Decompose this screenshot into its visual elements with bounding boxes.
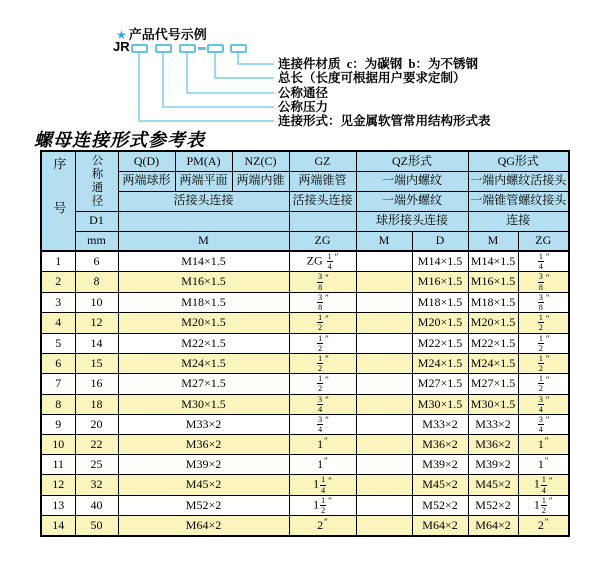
cell-dn: 16 — [75, 374, 118, 394]
cell-qg-zg: $\frac{3}{8}$ ″ — [518, 272, 569, 292]
cell-qg-m: M39×2 — [468, 455, 518, 475]
cell-qg-m: M30×1.5 — [468, 394, 518, 414]
cell-gz-zg: 2″ — [289, 516, 356, 536]
cell-qg-zg: $\frac{3}{4}$ ″ — [518, 415, 569, 435]
header-nominal-diameter: 公称通径 — [75, 151, 118, 211]
cell-dn: 32 — [75, 475, 118, 495]
cell-qg-m: M33×2 — [468, 415, 518, 435]
cell-gz-zg: ZG $\frac{1}{4}$ ″ — [289, 251, 356, 272]
header-gz-unit: ZG — [289, 231, 356, 251]
cell-gz-zg: $\frac{3}{4}$ ″ — [289, 415, 356, 435]
cell-qg-zg: 1 $\frac{1}{2}$ ″ — [518, 495, 569, 515]
cell-gz-zg: 1″ — [289, 435, 356, 455]
cell-qg-m: M18×1.5 — [468, 292, 518, 312]
cell-qz-m — [356, 516, 412, 536]
cell-seq: 5 — [41, 333, 75, 353]
cell-dn: 8 — [75, 272, 118, 292]
cell-qz-d: M16×1.5 — [412, 272, 468, 292]
code-box-1 — [131, 44, 148, 53]
label-connection-form: 连接形式：见金属软管常用结构形式表 — [278, 114, 491, 128]
cell-dn: 12 — [75, 313, 118, 333]
cell-qz-m — [356, 374, 412, 394]
cell-dn: 22 — [75, 435, 118, 455]
cell-seq: 2 — [41, 272, 75, 292]
header-qg-unit-m: M — [468, 231, 518, 251]
cell-qg-m: M16×1.5 — [468, 272, 518, 292]
table-row — [41, 374, 569, 394]
label-connector-material: 连接件材质 c：为碳钢 b：为不锈钢 — [278, 57, 479, 71]
cell-qz-m — [356, 475, 412, 495]
cell-m: M18×1.5 — [118, 292, 289, 312]
header-q-desc: 两端球形 — [118, 171, 175, 191]
table-row — [41, 272, 569, 292]
header-seq: 序号 — [41, 151, 75, 251]
code-box-3 — [179, 44, 196, 53]
cell-qg-zg: $\frac{1}{2}$ ″ — [518, 333, 569, 353]
cell-dn: 20 — [75, 415, 118, 435]
cell-qg-m: M27×1.5 — [468, 374, 518, 394]
cell-qg-zg: $\frac{1}{2}$ ″ — [518, 353, 569, 373]
header-qg-unit-zg: ZG — [518, 231, 569, 251]
cell-gz-zg: 1″ — [289, 455, 356, 475]
header-row-4 — [41, 211, 569, 231]
header-qz-row3: 一端外螺纹 — [356, 191, 468, 211]
header-q-code: Q(D) — [118, 151, 175, 171]
cell-gz-zg: 1 $\frac{1}{2}$ ″ — [289, 495, 356, 515]
code-box-4 — [207, 44, 224, 53]
cell-qz-m — [356, 313, 412, 333]
cell-gz-zg: $\frac{1}{2}$ ″ — [289, 353, 356, 373]
table-row — [41, 475, 569, 495]
header-qg-desc: 一端内螺纹活接头 — [468, 171, 569, 191]
cell-qz-d: M36×2 — [412, 435, 468, 455]
cell-gz-zg: $\frac{1}{2}$ ″ — [289, 333, 356, 353]
cell-qz-d: M52×2 — [412, 495, 468, 515]
header-d1: D1 — [75, 211, 118, 231]
cell-m: M39×2 — [118, 455, 289, 475]
cell-qz-d: M24×1.5 — [412, 353, 468, 373]
cell-gz-zg: $\frac{3}{4}$ ″ — [289, 394, 356, 414]
cell-qz-m — [356, 435, 412, 455]
cell-qg-m: M14×1.5 — [468, 251, 518, 272]
cell-seq: 9 — [41, 415, 75, 435]
cell-qz-d: M45×2 — [412, 475, 468, 495]
cell-m: M14×1.5 — [118, 251, 289, 272]
cell-qg-m: M45×2 — [468, 475, 518, 495]
header-qg-row3: 一端锥管螺纹接头 — [468, 191, 569, 211]
code-box-2 — [155, 44, 172, 53]
cell-qg-zg: $\frac{1}{2}$ ″ — [518, 374, 569, 394]
header-row-3 — [41, 191, 569, 211]
cell-seq: 10 — [41, 435, 75, 455]
cell-m: M30×1.5 — [118, 394, 289, 414]
cell-qz-m — [356, 333, 412, 353]
cell-qg-zg: $\frac{3}{4}$ ″ — [518, 394, 569, 414]
label-total-length: 总长（长度可根据用户要求定制） — [278, 71, 466, 85]
cell-qz-m — [356, 495, 412, 515]
cell-dn: 18 — [75, 394, 118, 414]
table-row — [41, 394, 569, 414]
cell-dn: 15 — [75, 353, 118, 373]
cell-seq: 4 — [41, 313, 75, 333]
cell-m: M45×2 — [118, 475, 289, 495]
label-nominal-pressure: 公称压力 — [278, 100, 329, 114]
product-code-example-label: 产品代号示例 — [128, 27, 207, 42]
table-row — [41, 435, 569, 455]
cell-qg-zg: 1″ — [518, 455, 569, 475]
table-row — [41, 292, 569, 312]
cell-dn: 50 — [75, 516, 118, 536]
cell-qz-d: M27×1.5 — [412, 374, 468, 394]
header-row-2 — [41, 171, 569, 191]
cell-gz-zg: $\frac{1}{2}$ ″ — [289, 374, 356, 394]
cell-m: M24×1.5 — [118, 353, 289, 373]
cell-qg-m: M22×1.5 — [468, 333, 518, 353]
cell-qz-d: M64×2 — [412, 516, 468, 536]
table-title: 螺母连接形式参考表 — [34, 130, 205, 150]
cell-qz-d: M14×1.5 — [412, 251, 468, 272]
cell-qz-m — [356, 251, 412, 272]
header-qz-unit-d: D — [412, 231, 468, 251]
code-box-5 — [230, 44, 247, 53]
cell-seq: 3 — [41, 292, 75, 312]
table-row — [41, 251, 569, 272]
header-qg-row4: 连接 — [468, 211, 569, 231]
cell-qz-d: M22×1.5 — [412, 333, 468, 353]
cell-seq: 6 — [41, 353, 75, 373]
cell-m: M20×1.5 — [118, 313, 289, 333]
header-pm-desc: 两端平面 — [175, 171, 232, 191]
header-nz-desc: 两端内锥 — [232, 171, 289, 191]
table-row — [41, 516, 569, 536]
table-row — [41, 313, 569, 333]
header-qg-code: QG形式 — [468, 151, 569, 171]
cell-dn: 10 — [75, 292, 118, 312]
cell-m: M33×2 — [118, 415, 289, 435]
header-m: M — [118, 231, 289, 251]
cell-qg-zg: 1 $\frac{1}{4}$ ″ — [518, 475, 569, 495]
star-icon: ★ — [116, 28, 127, 42]
cell-qz-d: M20×1.5 — [412, 313, 468, 333]
cell-m: M27×1.5 — [118, 374, 289, 394]
code-dash — [198, 47, 206, 50]
code-prefix: JR — [113, 39, 130, 54]
table-row — [41, 495, 569, 515]
cell-m: M16×1.5 — [118, 272, 289, 292]
header-empty-cell — [118, 211, 289, 231]
cell-qz-d: M33×2 — [412, 415, 468, 435]
cell-qz-m — [356, 292, 412, 312]
cell-m: M22×1.5 — [118, 333, 289, 353]
cell-seq: 12 — [41, 475, 75, 495]
cell-dn: 14 — [75, 333, 118, 353]
header-qz-unit-m: M — [356, 231, 412, 251]
cell-gz-zg: $\frac{3}{8}$ ″ — [289, 272, 356, 292]
cell-qz-d: M30×1.5 — [412, 394, 468, 414]
header-empty-cell — [289, 211, 356, 231]
header-gz-code: GZ — [289, 151, 356, 171]
cell-gz-zg: $\frac{3}{8}$ ″ — [289, 292, 356, 312]
cell-m: M52×2 — [118, 495, 289, 515]
cell-qz-m — [356, 455, 412, 475]
cell-qz-m — [356, 394, 412, 414]
cell-qz-m — [356, 272, 412, 292]
cell-seq: 14 — [41, 516, 75, 536]
label-nominal-diameter: 公称通径 — [278, 86, 329, 100]
cell-m: M64×2 — [118, 516, 289, 536]
header-pm-code: PM(A) — [175, 151, 232, 171]
cell-qg-zg: 2″ — [518, 516, 569, 536]
cell-qg-m: M24×1.5 — [468, 353, 518, 373]
cell-qg-zg: $\frac{1}{2}$ ″ — [518, 313, 569, 333]
header-gz-desc: 两端锥管 — [289, 171, 356, 191]
table-row — [41, 415, 569, 435]
cell-qg-zg: $\frac{3}{8}$ ″ — [518, 292, 569, 312]
cell-seq: 8 — [41, 394, 75, 414]
header-mm: mm — [75, 231, 118, 251]
table-row — [41, 353, 569, 373]
cell-qz-m — [356, 353, 412, 373]
cell-qg-zg: 1″ — [518, 435, 569, 455]
nut-connection-reference-table — [40, 150, 570, 537]
cell-dn: 6 — [75, 251, 118, 272]
cell-qg-m: M20×1.5 — [468, 313, 518, 333]
cell-seq: 11 — [41, 455, 75, 475]
header-union-connect: 活接头连接 — [118, 191, 289, 211]
cell-qg-zg: $\frac{1}{4}$ ″ — [518, 251, 569, 272]
header-nz-code: NZ(C) — [232, 151, 289, 171]
cell-seq: 1 — [41, 251, 75, 272]
cell-dn: 40 — [75, 495, 118, 515]
header-row-5 — [41, 231, 569, 251]
cell-qg-m: M64×2 — [468, 516, 518, 536]
header-qz-desc: 一端内螺纹 — [356, 171, 468, 191]
cell-gz-zg: 1 $\frac{1}{4}$ ″ — [289, 475, 356, 495]
table-row — [41, 333, 569, 353]
cell-m: M36×2 — [118, 435, 289, 455]
cell-qz-m — [356, 415, 412, 435]
cell-dn: 25 — [75, 455, 118, 475]
cell-gz-zg: $\frac{1}{2}$ ″ — [289, 313, 356, 333]
cell-seq: 7 — [41, 374, 75, 394]
cell-qz-d: M18×1.5 — [412, 292, 468, 312]
header-row-1 — [41, 151, 569, 171]
header-gz-union: 活接头连接 — [289, 191, 356, 211]
header-qz-row4: 球形接头连接 — [356, 211, 468, 231]
cell-qz-d: M39×2 — [412, 455, 468, 475]
header-qz-code: QZ形式 — [356, 151, 468, 171]
cell-seq: 13 — [41, 495, 75, 515]
table-row — [41, 455, 569, 475]
cell-qg-m: M52×2 — [468, 495, 518, 515]
cell-qg-m: M36×2 — [468, 435, 518, 455]
